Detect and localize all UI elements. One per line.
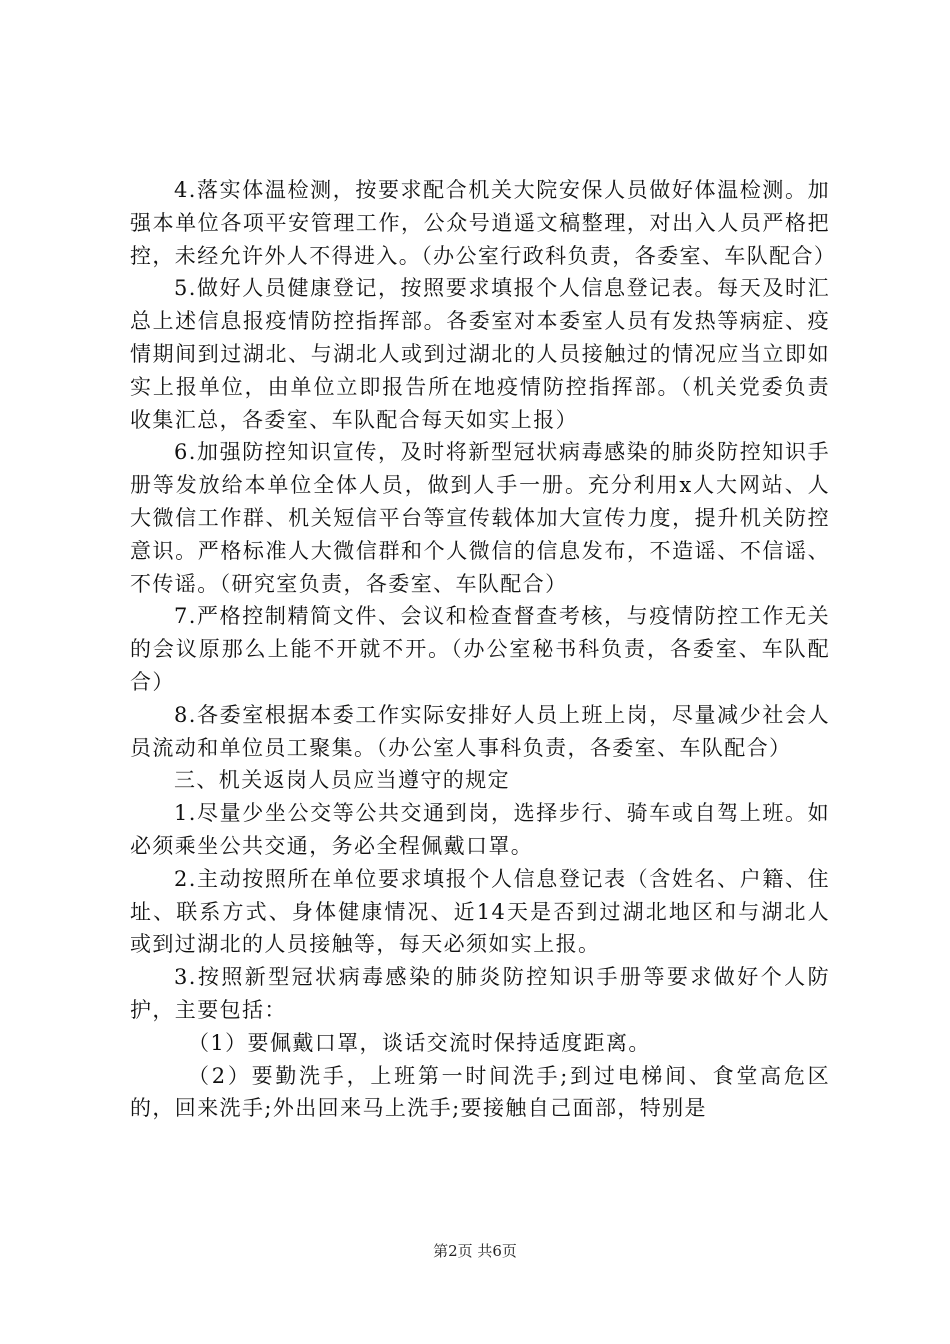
paragraph-item-5: 5.做好人员健康登记，按照要求填报个人信息登记表。每天及时汇总上述信息报疫情防控指挥部。各委室对本委室人员有发热等病症、疫情期间到过湖北、与湖北人或到过湖北的人员接触过的情况应当立即如实上报单位，由单位立即报告所在地疫情防控指挥部。（机关党委负责收集汇总，各委室、车队配合每天如实上报） bbox=[130, 276, 830, 432]
paragraph-item-7: 7.严格控制精简文件、会议和检查督查考核，与疫情防控工作无关的会议原那么上能不开就不开。（办公室秘书科负责，各委室、车队配合） bbox=[130, 604, 830, 694]
sub-item-2: （2）要勤洗手，上班第一时间洗手;到过电梯间、食堂高危区的，回来洗手;外出回来马上洗手;要接触自己面部，特别是 bbox=[130, 1063, 830, 1121]
rule-item-3: 3.按照新型冠状病毒感染的肺炎防控知识手册等要求做好个人防护，主要包括： bbox=[130, 965, 830, 1022]
rule-item-2: 2.主动按照所在单位要求填报个人信息登记表（含姓名、户籍、住址、联系方式、身体健康情况、近14天是否到过湖北地区和与湖北人或到过湖北的人员接触等，每天必须如实上报。 bbox=[130, 866, 830, 957]
rule-item-1: 1.尽量少坐公交等公共交通到岗，选择步行、骑车或自驾上班。如必须乘坐公共交通，务必全程佩戴口罩。 bbox=[130, 801, 830, 858]
page-number-footer: 第2页 共6页 bbox=[433, 1242, 517, 1260]
document-body bbox=[130, 174, 837, 1125]
paragraph-item-4: 4.落实体温检测，按要求配合机关大院安保人员做好体温检测。加强本单位各项平安管理工作，公众号逍遥文稿整理，对出入人员严格把控，未经允许外人不得进入。（办公室行政科负责，各委室、车队配合） bbox=[130, 178, 837, 268]
sub-item-1: （1）要佩戴口罩，谈话交流时保持适度距离。 bbox=[188, 1030, 651, 1055]
paragraph-item-8: 8.各委室根据本委工作实际安排好人员上班上岗，尽量减少社会人员流动和单位员工聚集。（办公室人事科负责，各委室、车队配合） bbox=[130, 702, 830, 760]
paragraph-item-6: 6.加强防控知识宣传，及时将新型冠状病毒感染的肺炎防控知识手册等发放给本单位全体人员，做到人手一册。充分利用x人大网站、人大微信工作群、机关短信平台等宣传载体加大宣传力度，提升机关防控意识。严格标准人大微信群和个人微信的信息发布，不造谣、不信谣、不传谣。（研究室负责，各委室、车队配合） bbox=[130, 440, 830, 596]
section-heading-3: 三、机关返岗人员应当遵守的规定 bbox=[174, 768, 510, 793]
